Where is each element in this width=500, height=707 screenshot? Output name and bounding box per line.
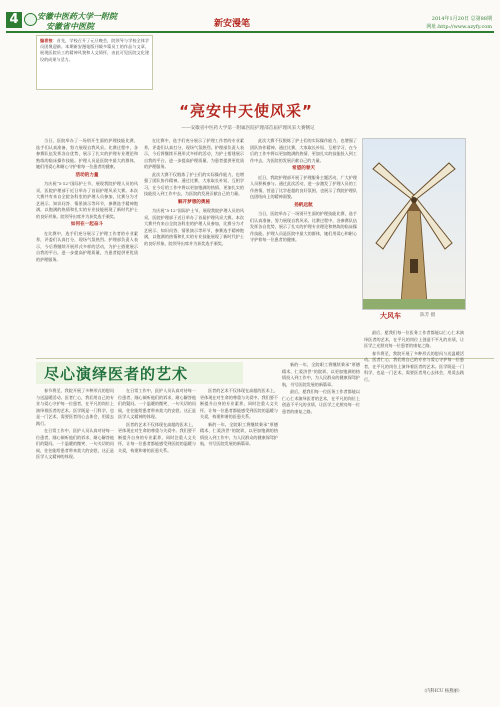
article1-col2-para3: 为庆祝“5·12”国际护士节，展现我院护理人员的风采，医院护理部于近日举办了首届护理风采大赛。本次大赛共有来自全院各科室的护理人员参加，比赛分为才艺展示、知识问答、情景演示等环节，参赛选手精神饱满，以饱满的热情和扎实的专业技能展现了新时代护士的良好形象。院领导出席并为获奖选手颁奖。 <box>144 208 244 246</box>
subhead-1: 活动的力量 <box>75 172 99 178</box>
article2-col3-para: 医者的艺术不仅体现在高超的医术上，更体现在对生命的尊重与关爱中。我们要不断提升自身的专业素养，同时注重人文关怀，让每一位患者都能感受到医院的温暖与关爱，构建和谐的医患关系。 <box>200 388 278 419</box>
article1-col2-para: 在比赛中，选手们充分展示了护理工作者的专业素养，评委们认真打分，现场气氛热烈。护理部负责人表示，今后将继续开展形式多样的活动，为护士搭建展示自我的平台，进一步提高护理质量，为患者提供更优质的护理服务。 <box>144 138 244 169</box>
website: 网址:http://www.azyfy.com <box>426 24 492 30</box>
page-number-box: 4 <box>6 12 22 28</box>
article2-col3 <box>200 388 278 692</box>
section-title: 新安漫笔 <box>214 19 251 29</box>
subhead-5: 扬帆远航 <box>294 202 313 208</box>
article1-col3-para: 此次大赛不仅锻炼了护士们的实际操作能力，也增强了团队协作精神。通过比赛，大家取长补短、互相学习，在今后的工作中将以更加饱满的热情、更加扎实的技能投入到工作中去，为医院的发展贡献自己的力量。 <box>250 138 357 163</box>
article1-col1-para: 当日，医院举办了一场别开生面的护理技能比赛，选手们认真准备，努力展现自我风采。比赛过程中，各参赛队伍发挥各自优势，展示了扎实的护理专业理论和熟练的临床操作技能。护理人员是医院中最大的群体，她们用爱心和耐心守护着每一位患者的健康。 <box>36 138 138 169</box>
masthead-title-1: 安徽中医药大学一附院 <box>37 11 117 21</box>
article2-col5-para2: 春节将至，我院开展了多种形式的慰问与送温暖活动。医者仁心，我们用自己的专业与爱心守护每一位患者，在平凡的岗位上演绎着医者的艺术。医学既是一门科学，也是一门艺术，需要医者用心去体会，用爱去践行。 <box>364 350 464 382</box>
article1-col2-para2: 此次大赛不仅锻炼了护士们的实际操作能力，也增强了团队协作精神。通过比赛，大家取长补短、互相学习，在今后的工作中将以更加饱满的热情、更加扎实的技能投入到工作中去，为医院的发展贡献自己的力量。 <box>144 171 244 196</box>
article1-col1 <box>36 138 138 356</box>
masthead-title-2: 安徽省中医院 <box>46 21 94 31</box>
subhead-3: 解开梦想的奥秘 <box>177 199 211 205</box>
article2-col3-para2: 新的一年，全院职工将继续秉承“厚德精术、仁爱济世”的院训，以更加饱满的热情投入到工作中，为人民群众的健康保驾护航，书写医院发展的新篇章。 <box>200 421 278 446</box>
windmill-illustration <box>363 139 465 309</box>
article1-title: “亮安中天使风采” <box>179 102 313 120</box>
article2-col1 <box>36 388 114 692</box>
article2-col4-para2: 最后，愿我们每一位医务工作者都能以仁心仁术演绎医者的艺术，在平凡的岗位上创造不平凡的业绩，让医学之光照亮每一位患者的康复之路。 <box>282 389 360 414</box>
subhead-4: 希望的春天 <box>292 166 315 171</box>
windmill-photo <box>362 138 466 310</box>
article1-col2 <box>144 138 244 356</box>
article2-col2 <box>118 388 196 692</box>
article1-col3 <box>250 138 357 356</box>
subhead-2: 如何在一起奋斗 <box>70 222 104 227</box>
article1-col1-para3: 在比赛中，选手们充分展示了护理工作者的专业素养，评委们认真打分，现场气氛热烈。护理部负责人表示，今后将继续开展形式多样的活动，为护士搭建展示自我的平台，进一步提高护理质量，为患者提供更优质的护理服务。 <box>36 230 138 262</box>
article2-title: 尽心演绎医者的艺术 <box>44 365 189 383</box>
editor-note-box <box>36 35 153 90</box>
article2-col1-para: 春节将至，我院开展了多种形式的慰问与送温暖活动。医者仁心，我们用自己的专业与爱心守护每一位患者，在平凡的岗位上演绎着医者的艺术。医学既是一门科学，也是一门艺术，需要医者用心去体会，用爱去践行。 <box>36 388 114 426</box>
article2-col5 <box>364 330 464 684</box>
masthead-emblem <box>24 13 37 26</box>
article2-col2-para2: 医者的艺术不仅体现在高超的医术上，更体现在对生命的尊重与关爱中。我们要不断提升自身的专业素养，同时注重人文关怀，让每一位患者都能感受到医院的温暖与关爱，构建和谐的医患关系。 <box>118 421 196 453</box>
article2-col2-para: 在日常工作中，医护人员认真对待每一位患者，细心倾听他们的诉求，耐心解答他们的疑问。一个温暖的微笑、一句关切的问候，往往能给患者带来莫大的安慰，这正是医学人文精神的体现。 <box>118 388 196 419</box>
editor-note-label: 编者按 <box>40 38 53 43</box>
header-rule <box>6 31 494 33</box>
editor-note-text: ：首先，学校召开了元旦晚会，院领导与学校全体学员团聚迎新。本期新安漫笔版刊载多篇员工的作品与文章，展现医院员工的精神风貌和人文情怀，由此可见医院文化建设的成果与活力。 <box>40 38 149 62</box>
photo-credit: 陈芳 摄 <box>420 313 436 318</box>
photo-caption: 大风车 <box>380 312 401 320</box>
article2-col5-para: 最后，愿我们每一位医务工作者都能以仁心仁术演绎医者的艺术，在平凡的岗位上创造不平凡的业绩，让医学之光照亮每一位患者的康复之路。 <box>364 330 464 348</box>
issue-date: 2014年1月20日 总第88期 <box>431 16 492 22</box>
article1-col3-para2: 近日，我院护理部开展了护理服务主题活动，广大护理人员积极参与。通过此次活动，进一步激发了护理人员的工作热情，营造了比学赶超的良好氛围，也展示了我院护理队伍团结向上的精神面貌。 <box>250 174 357 199</box>
article2-credit: （内科ICU 杨燕丽） <box>421 689 462 694</box>
article2-col1-para2: 在日常工作中，医护人员认真对待每一位患者，细心倾听他们的诉求，耐心解答他们的疑问。一个温暖的微笑、一句关切的问候，往往能给患者带来莫大的安慰，这正是医学人文精神的体现。 <box>36 428 114 459</box>
article2-col4-para: 新的一年，全院职工将继续秉承“厚德精术、仁爱济世”的院训，以更加饱满的热情投入到工作中，为人民群众的健康保驾护航，书写医院发展的新篇章。 <box>282 362 360 387</box>
article1-subtitle: ——安徽省中医药大学第一附属医院护理部首届护理风采大赛侧记 <box>181 126 315 131</box>
article2-col4 <box>282 362 360 692</box>
article1-col1-para2: 为庆祝“5·12”国际护士节，展现我院护理人员的风采，医院护理部于近日举办了首届护理风采大赛。本次大赛共有来自全院各科室的护理人员参加，比赛分为才艺展示、知识问答、情景演示等环节，参赛选手精神饱满，以饱满的热情和扎实的专业技能展现了新时代护士的良好形象。院领导出席并为获奖选手颁奖。 <box>36 181 138 219</box>
article1-col3-para3: 当日，医院举办了一场别开生面的护理技能比赛，选手们认真准备，努力展现自我风采。比赛过程中，各参赛队伍发挥各自优势，展示了扎实的护理专业理论和熟练的临床操作技能。护理人员是医院中最大的群体，她们用爱心和耐心守护着每一位患者的健康。 <box>250 211 357 242</box>
